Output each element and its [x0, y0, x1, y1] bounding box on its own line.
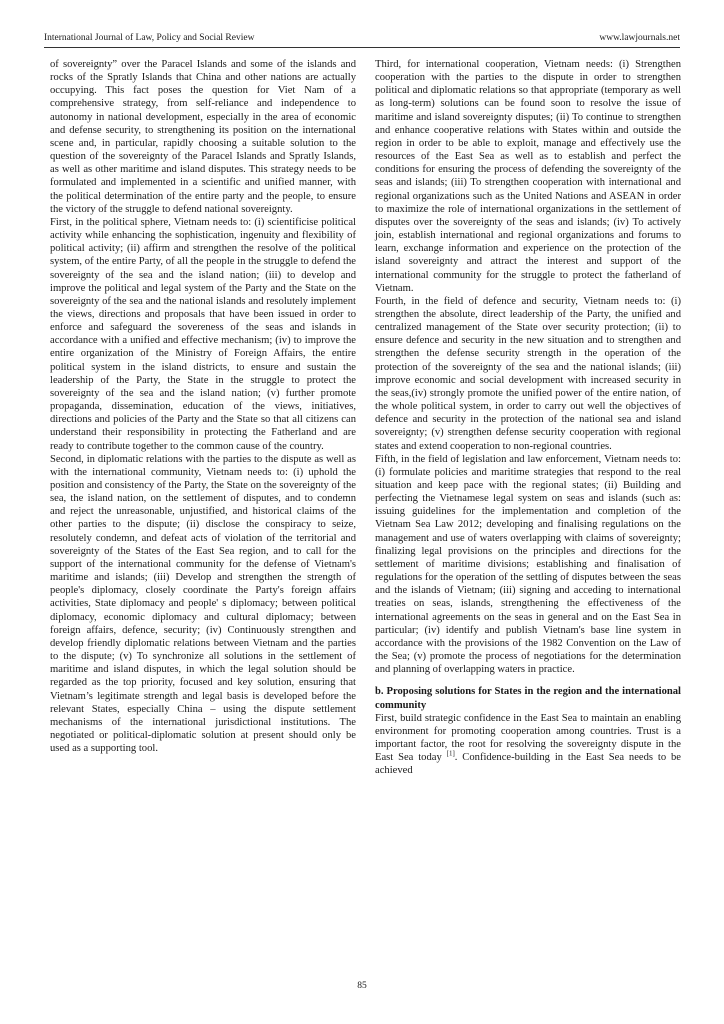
citation-reference[interactable]: [1] [446, 749, 455, 758]
paragraph-international-cooperation: Third, for international cooperation, Vietnam needs: (i) Strengthen cooperation with the parties to the dispute in order to strengthen political and diplomatic relations so that appropriate (temporary as well as long-term) solutions can be found soon to resolve the issue of maritime and island sovereignty disputes; (ii) To continue to strengthen and enhance cooperative relations with States within and outside the region in order to be able to exploit, manage and effectively use the resources of the East Sea as well as to establish and perfect the conditions for ensuring the process of defending the sovereignty of the seas and islands; (iii) To strengthen cooperation with international and regional organizations such as the United Nations and ASEAN in order to maximize the role of international organizations in the settlement of disputes over the sovereignty of the seas and islands; (iv) To actively join, establish international and regional organizations and forums to learn, exchange information and experience on the protection of the island sovereignty and attract the interest and support of the international community for the struggle to protect the fatherland of Vietnam. [375, 59, 681, 294]
page-number: 85 [357, 981, 367, 991]
paragraph-text-end: . Confidence-building in the East Sea needs to be achieved [375, 752, 681, 777]
journal-title: International Journal of Law, Policy and Social Review [44, 33, 255, 43]
left-column [50, 58, 356, 755]
journal-website: www.lawjournals.net [599, 33, 680, 43]
header-divider [44, 47, 680, 48]
section-heading: b. Proposing solutions for States in the region and the international community [375, 686, 681, 711]
right-column [375, 58, 681, 777]
paragraph-sovereignty-strategy: of sovereignty” over the Paracel Islands and some of the islands and rocks of the Spratly Islands that China and other nations are actually occupying. This fact poses the question for Viet Nam of a comprehensive strategy, from self-reliance and independence to autonomy in national development, especially in the area of economic and defense security, to strengthening its position on the international scene and, in particular, rapidly choosing a suitable solution to the question of the sovereignty of the Paracel Islands and Spratly Islands, as well as other maritime and island disputes. This strategy needs to be formulated and implemented in a scientific and unified manner, with the political determination of the entire party and the people, to ensure the victory of the struggle to defend national sovereignty. [50, 59, 356, 215]
running-header [44, 32, 680, 44]
paragraph-defence-security: Fourth, in the field of defence and security, Vietnam needs to: (i) strengthen the absolute, direct leadership of the Party, the unified and centralized management of the State over security protection; (ii) to ensure defence and security in the new situation and to strengthen and strengthen the defense security strength in the operation of the protection of the sovereignty of the sea and the national islands; (iii) improve economic and social development with increased security in the seas,(iv) strongly promote the unified power of the entire nation, of the whole political system, in order to carry out well the objectives of defence and security in the protection of the national sea and island sovereignty; (v) strengthen defense security cooperation with regional states and extend cooperation to non-regional countries. [375, 295, 681, 452]
paragraph-diplomatic-relations: Second, in diplomatic relations with the parties to the dispute as well as with the international community, Vietnam needs to: (i) uphold the position and consistency of the Party, the State on the sovereignty of the sea, the island nation, on the settlement of disputes, and to condemn and reject the unreasonable, unjustified, and historical claims of the other parties to the dispute; (ii) disclose the conspiracy to seize, resolutely condemn, and defeat acts of violation of the territorial and sovereignty of the States of the East Sea region, and to call for the support of the international community for the defense of Vietnam's maritime and islands; (iii) Develop and strengthen the strength of people's diplomacy, closely coordinate the Party's foreign affairs activities, State diplomacy and people' s diplomacy; between political diplomacy, economic diplomacy and cultural diplomacy; between foreign affairs, defence, security; (iv) Continuously strengthen and develop friendly diplomatic relations between Vietnam and the parties to the dispute; (v) To synchronize all solutions in the settlement of maritime and island disputes, in which the legal solution should be regarded as the top priority, focused and key solution, ensuring that Vietnam’s legitimate strength and legal basis is developed before the relevant States, especially China – using the dispute settlement mechanisms of the international jurisdictional institutions. The negotiated or political-diplomatic solution at present should only be used as a supporting tool. [50, 453, 356, 755]
paragraph-strategic-confidence [375, 712, 681, 778]
paragraph-political-sphere: First, in the political sphere, Vietnam needs to: (i) scientificise political activity while enhancing the sophistication, ingenuity and flexibility of political activity; (ii) affirm and strengthen the resolve of the political system, of the entire Party, of all the people in the struggle to defend the sovereignty of the sea and the island nation; (iii) to develop and improve the political and legal system of the Party and the State on the sovereignty of the sea and the national islands and resolutely implement the views, directions and proposals that have been issued in order to enforce and safeguard the sovereness of the seas and islands in accordance with a unified and effective mechanism; (iv) to improve the entire organization of the Ministry of Foreign Affairs, the entire political system in the island districts, to ensure and sustain the leadership of the Party, the State in the struggle to protect the sovereignty of the sea and the island nation; (v) further promote propaganda, dissemination, education of the views, initiatives, directions and policies of the Party and the State so that all citizens can understand their responsibility in protecting the Fatherland and are ready to contribute together to the common cause of the country. [50, 216, 356, 452]
paragraph-text-start: First, build strategic confidence in the East Sea to maintain an enabling environment for promoting cooperation among countries. Trust is a important factor, the root for resolving the sovereignty dispute in the East Sea today [375, 712, 681, 764]
paragraph-legislation: Fifth, in the field of legislation and law enforcement, Vietnam needs to: (i) formulate policies and maritime strategies that respond to the real situation and keep pace with the regional states; (ii) Building and perfecting the Vietnamese legal system on seas and islands (such as: issuing guidelines for the implementation and completion of the Vietnam Sea Law 2012; developing and finalising regulations on the management and use of waters overlapping with claims of sovereignty; finalizing legal provisions on the principles and directions for the settlement of maritime divisions; establishing and finalisation of regulations for the operation of the settling of disputes between the seas and the islands of Vietnam; (iii) signing and acceding to international treaties on seas, islands, strengthening the effectiveness of the international agreements on the seas in general and on the East Sea in particular; (iv) identify and publish Vietnam's base line system in accordance with the provisions of the 1982 Convention on the Law of the Sea; (v) promote the process of negotiations for the determination and planning of overlapping waters in practice. [375, 453, 681, 676]
